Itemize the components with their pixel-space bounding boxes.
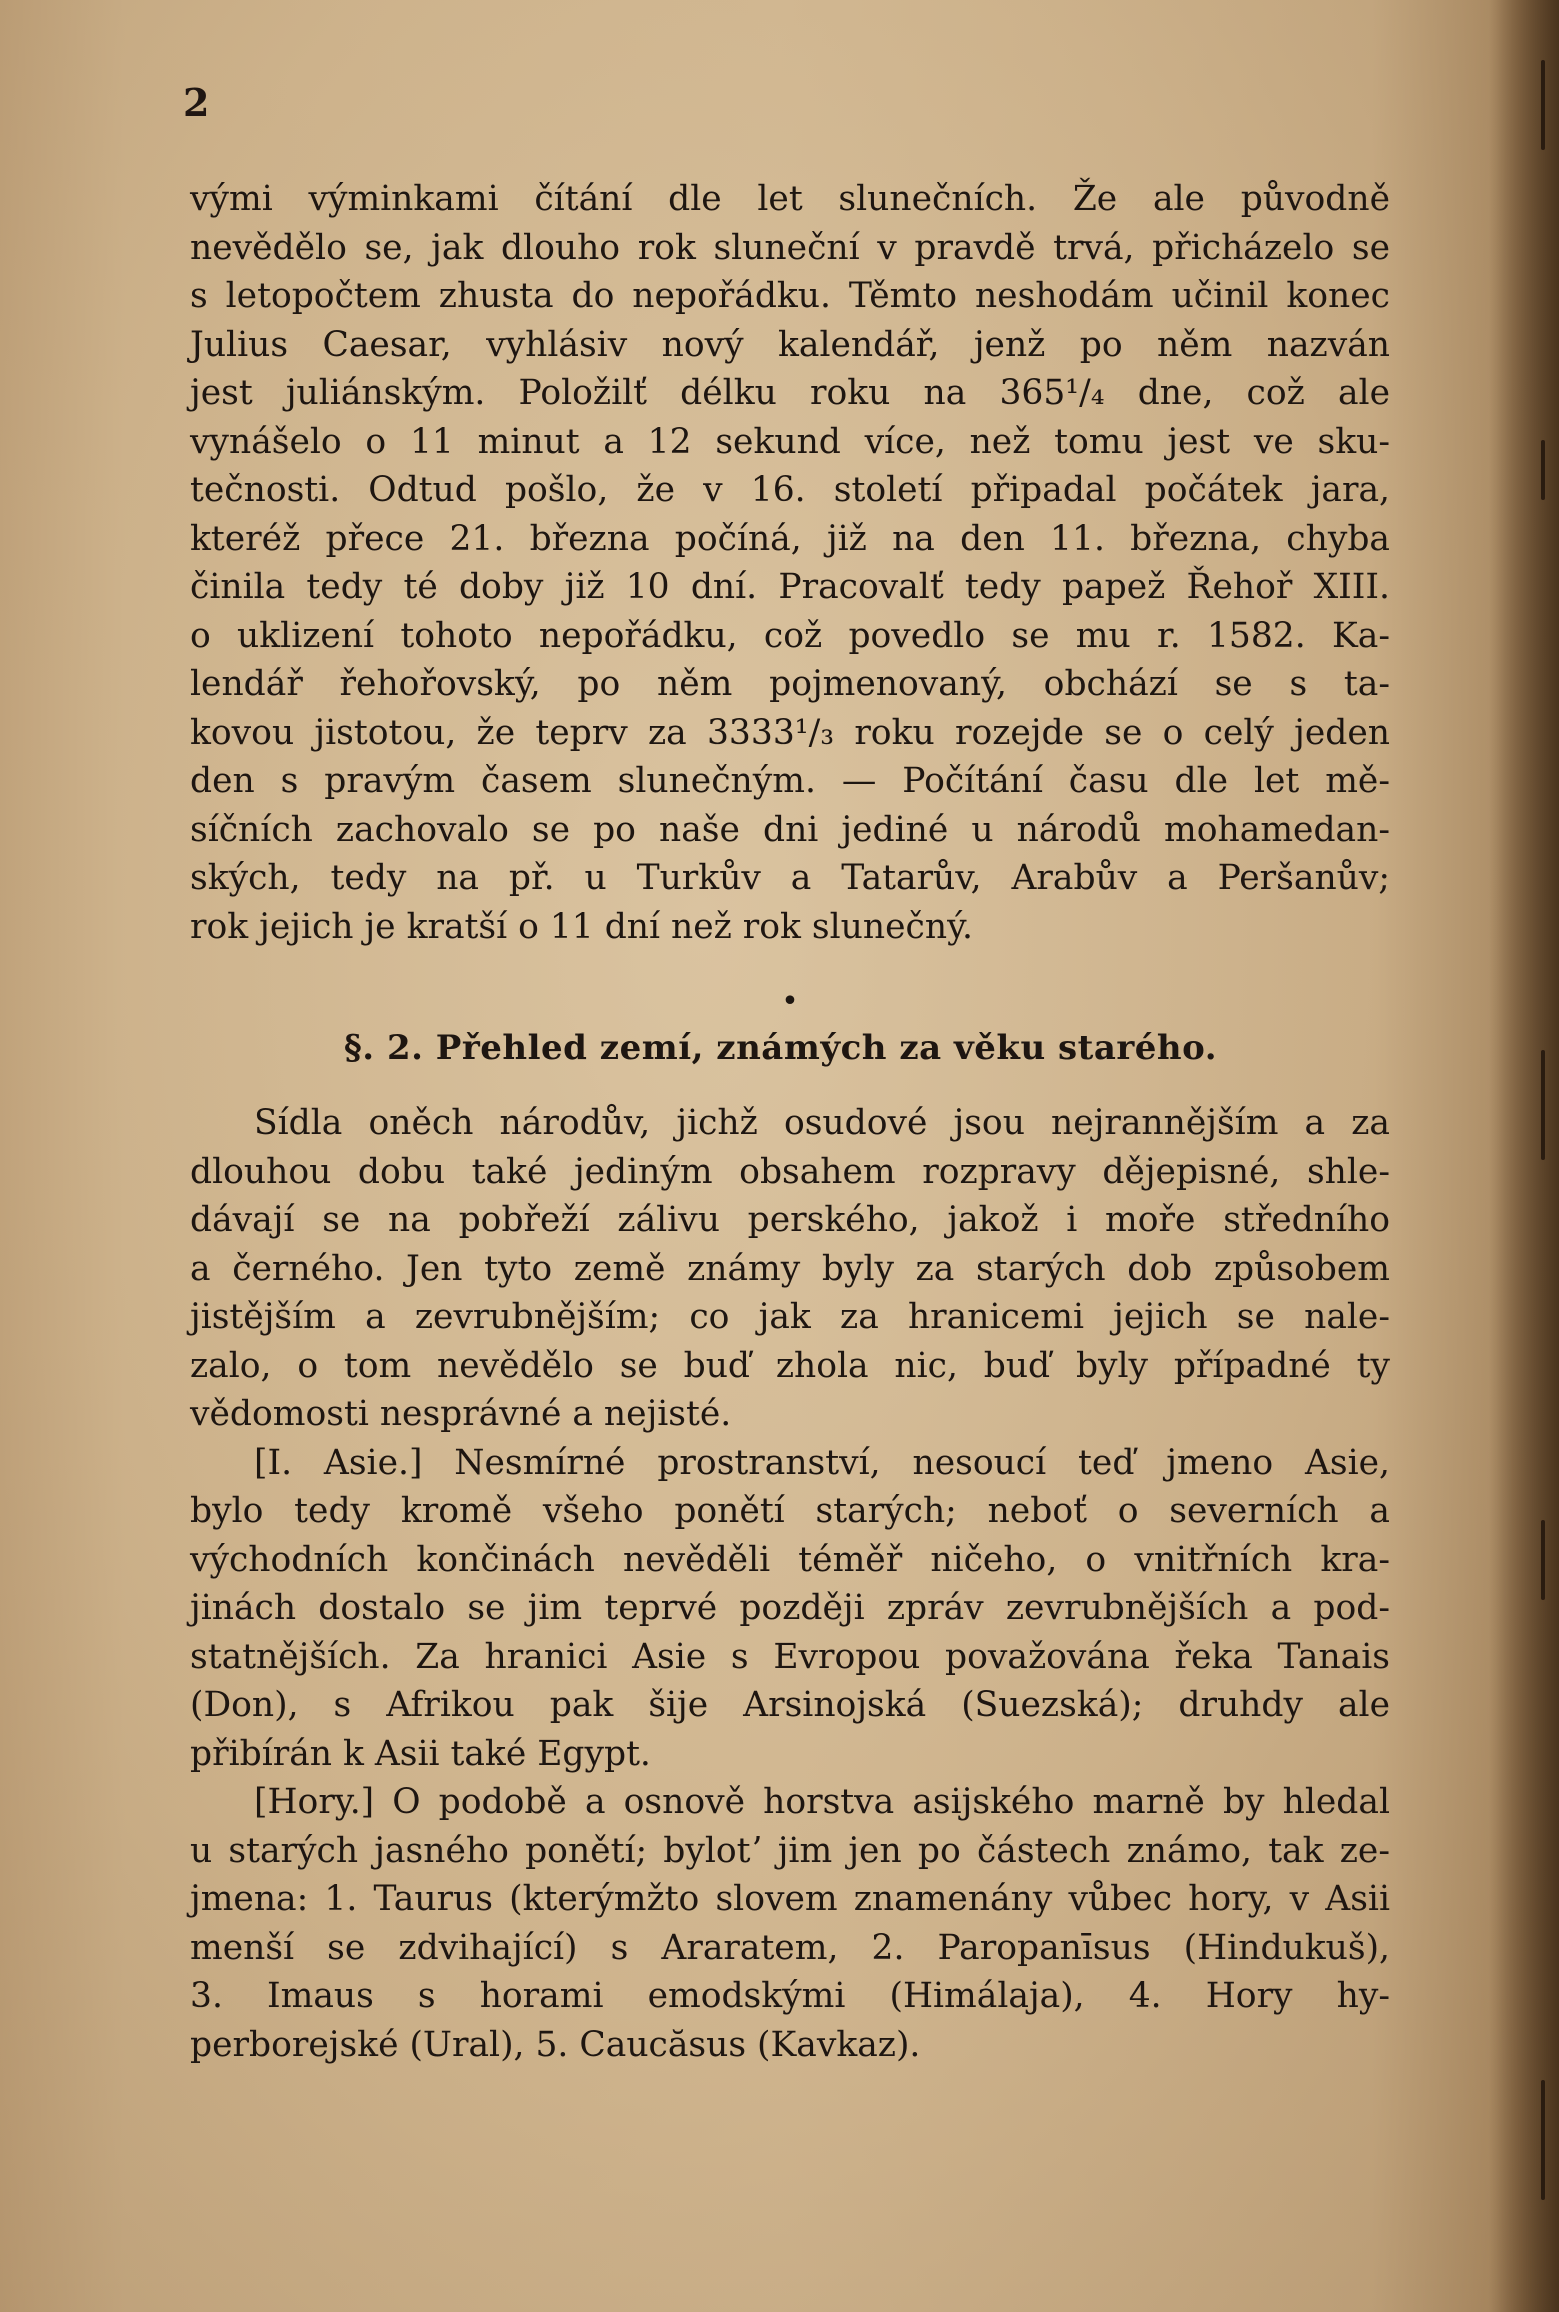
binding-mark [1541,60,1545,150]
text-line: zalo, o tom nevědělo se buď zhola nic, buď byly případné ty [190,1345,1390,1386]
text-line: jinách dostalo se jim teprvé později zpráv zevrubnějších a pod- [190,1588,1390,1628]
text-line: perborejské (Ural), 5. Caucăsus (Kavkaz). [190,2024,921,2065]
text-line: Julius Caesar, vyhlásiv nový kalendář, jenž po něm nazván [190,324,1390,365]
body-text [190,175,1390,2069]
text-line: rok jejich je kratší o 11 dní než rok slunečný. [190,906,973,947]
text-line: kteréž přece 21. března počíná, již na den 11. března, chyba [190,518,1390,559]
separator-dot: • [781,984,799,1019]
text-line: ských, tedy na př. u Turkův a Tatarův, Arabův a Peršanův; [190,858,1390,898]
text-line: dávají se na pobřeží zálivu perského, jakož i moře středního [190,1200,1390,1240]
paragraph-mountains [190,1778,1390,2069]
text-line: statnějších. Za hranici Asie s Evropou považována řeka Tanais [190,1636,1390,1677]
section-heading: §. 2. Přehled zemí, známých za věku starého. [344,1028,1218,1068]
text-line: síčních zachovalo se po naše dni jediné u národů mohamedan- [190,809,1390,850]
binding-mark [1541,1520,1545,1600]
text-line: 3. Imaus s horami emodskými (Himálaja), 4. Hory hy- [190,1976,1390,2016]
paragraph-calendar [190,175,1390,951]
text-line: bylo tedy kromě všeho ponětí starých; neboť o severních a [190,1491,1390,1531]
text-line: Sídla oněch národův, jichž osudové jsou nejrannějším a za [254,1103,1390,1143]
binding-mark [1541,2080,1545,2200]
text-line: lendář řehořovský, po něm pojmenovaný, obchází se s ta- [190,664,1390,704]
text-line: u starých jasného ponětí; bylotʼ jim jen po částech známo, tak ze- [190,1830,1390,1871]
text-line: dlouhou dobu také jediným obsahem rozpravy dějepisné, shle- [190,1151,1390,1192]
text-line: jmena: 1. Taurus (kterýmžto slovem znamenány vůbec hory, v Asii [190,1879,1390,1919]
text-line: vědomosti nesprávné a nejisté. [190,1394,732,1434]
text-line: činila tedy té doby již 10 dní. Pracovalť tedy papež Řehoř XIII. [190,567,1390,607]
text-line: vynášelo o 11 minut a 12 sekund více, než tomu jest ve sku- [190,421,1390,462]
text-line: (Don), s Afrikou pak šije Arsinojská (Suezská); druhdy ale [190,1685,1390,1725]
text-line: jest juliánským. Položilť délku roku na 365¹/₄ dne, což ale [190,373,1390,413]
text-line: menší se zdvihající) s Araratem, 2. Paropanīsus (Hindukuš), [190,1927,1390,1968]
text-line: jistějším a zevrubnějším; co jak za hranicemi jejich se nale- [190,1297,1390,1337]
text-line: východních končinách nevěděli téměř ničeho, o vnitřních kra- [190,1539,1390,1580]
text-line: den s pravým časem slunečným. — Počítání času dle let mě- [190,761,1390,801]
text-line: [Hory.] O podobě a osnově horstva asijského marně by hledal [254,1782,1390,1822]
text-line: kovou jistotou, že teprv za 3333¹/₃ roku rozejde se o celý jeden [190,712,1390,753]
binding-mark [1541,1050,1545,1160]
paragraph-ancient-lands [190,1099,1390,1439]
text-line: o uklizení tohoto nepořádku, což povedlo se mu r. 1582. Ka- [190,615,1390,656]
page-number: 2 [183,80,210,125]
binding-edge [1489,0,1559,2312]
text-line: tečnosti. Odtud pošlo, že v 16. století připadal počátek jara, [190,470,1390,510]
text-line: a černého. Jen tyto země známy byly za starých dob způsobem [190,1248,1390,1289]
text-line: s letopočtem zhusta do nepořádku. Těmto neshodám učinil konec [190,276,1390,316]
text-line: přibírán k Asii také Egypt. [190,1733,651,1774]
paragraph-asia [190,1439,1390,1779]
text-line: vými výminkami čítání dle let slunečních. Že ale původně [190,179,1390,219]
text-line: nevědělo se, jak dlouho rok sluneční v pravdě trvá, přicházelo se [190,227,1390,268]
binding-mark [1541,440,1545,500]
text-line: [I. Asie.] Nesmírné prostranství, nesoucí teď jmeno Asie, [254,1442,1390,1483]
